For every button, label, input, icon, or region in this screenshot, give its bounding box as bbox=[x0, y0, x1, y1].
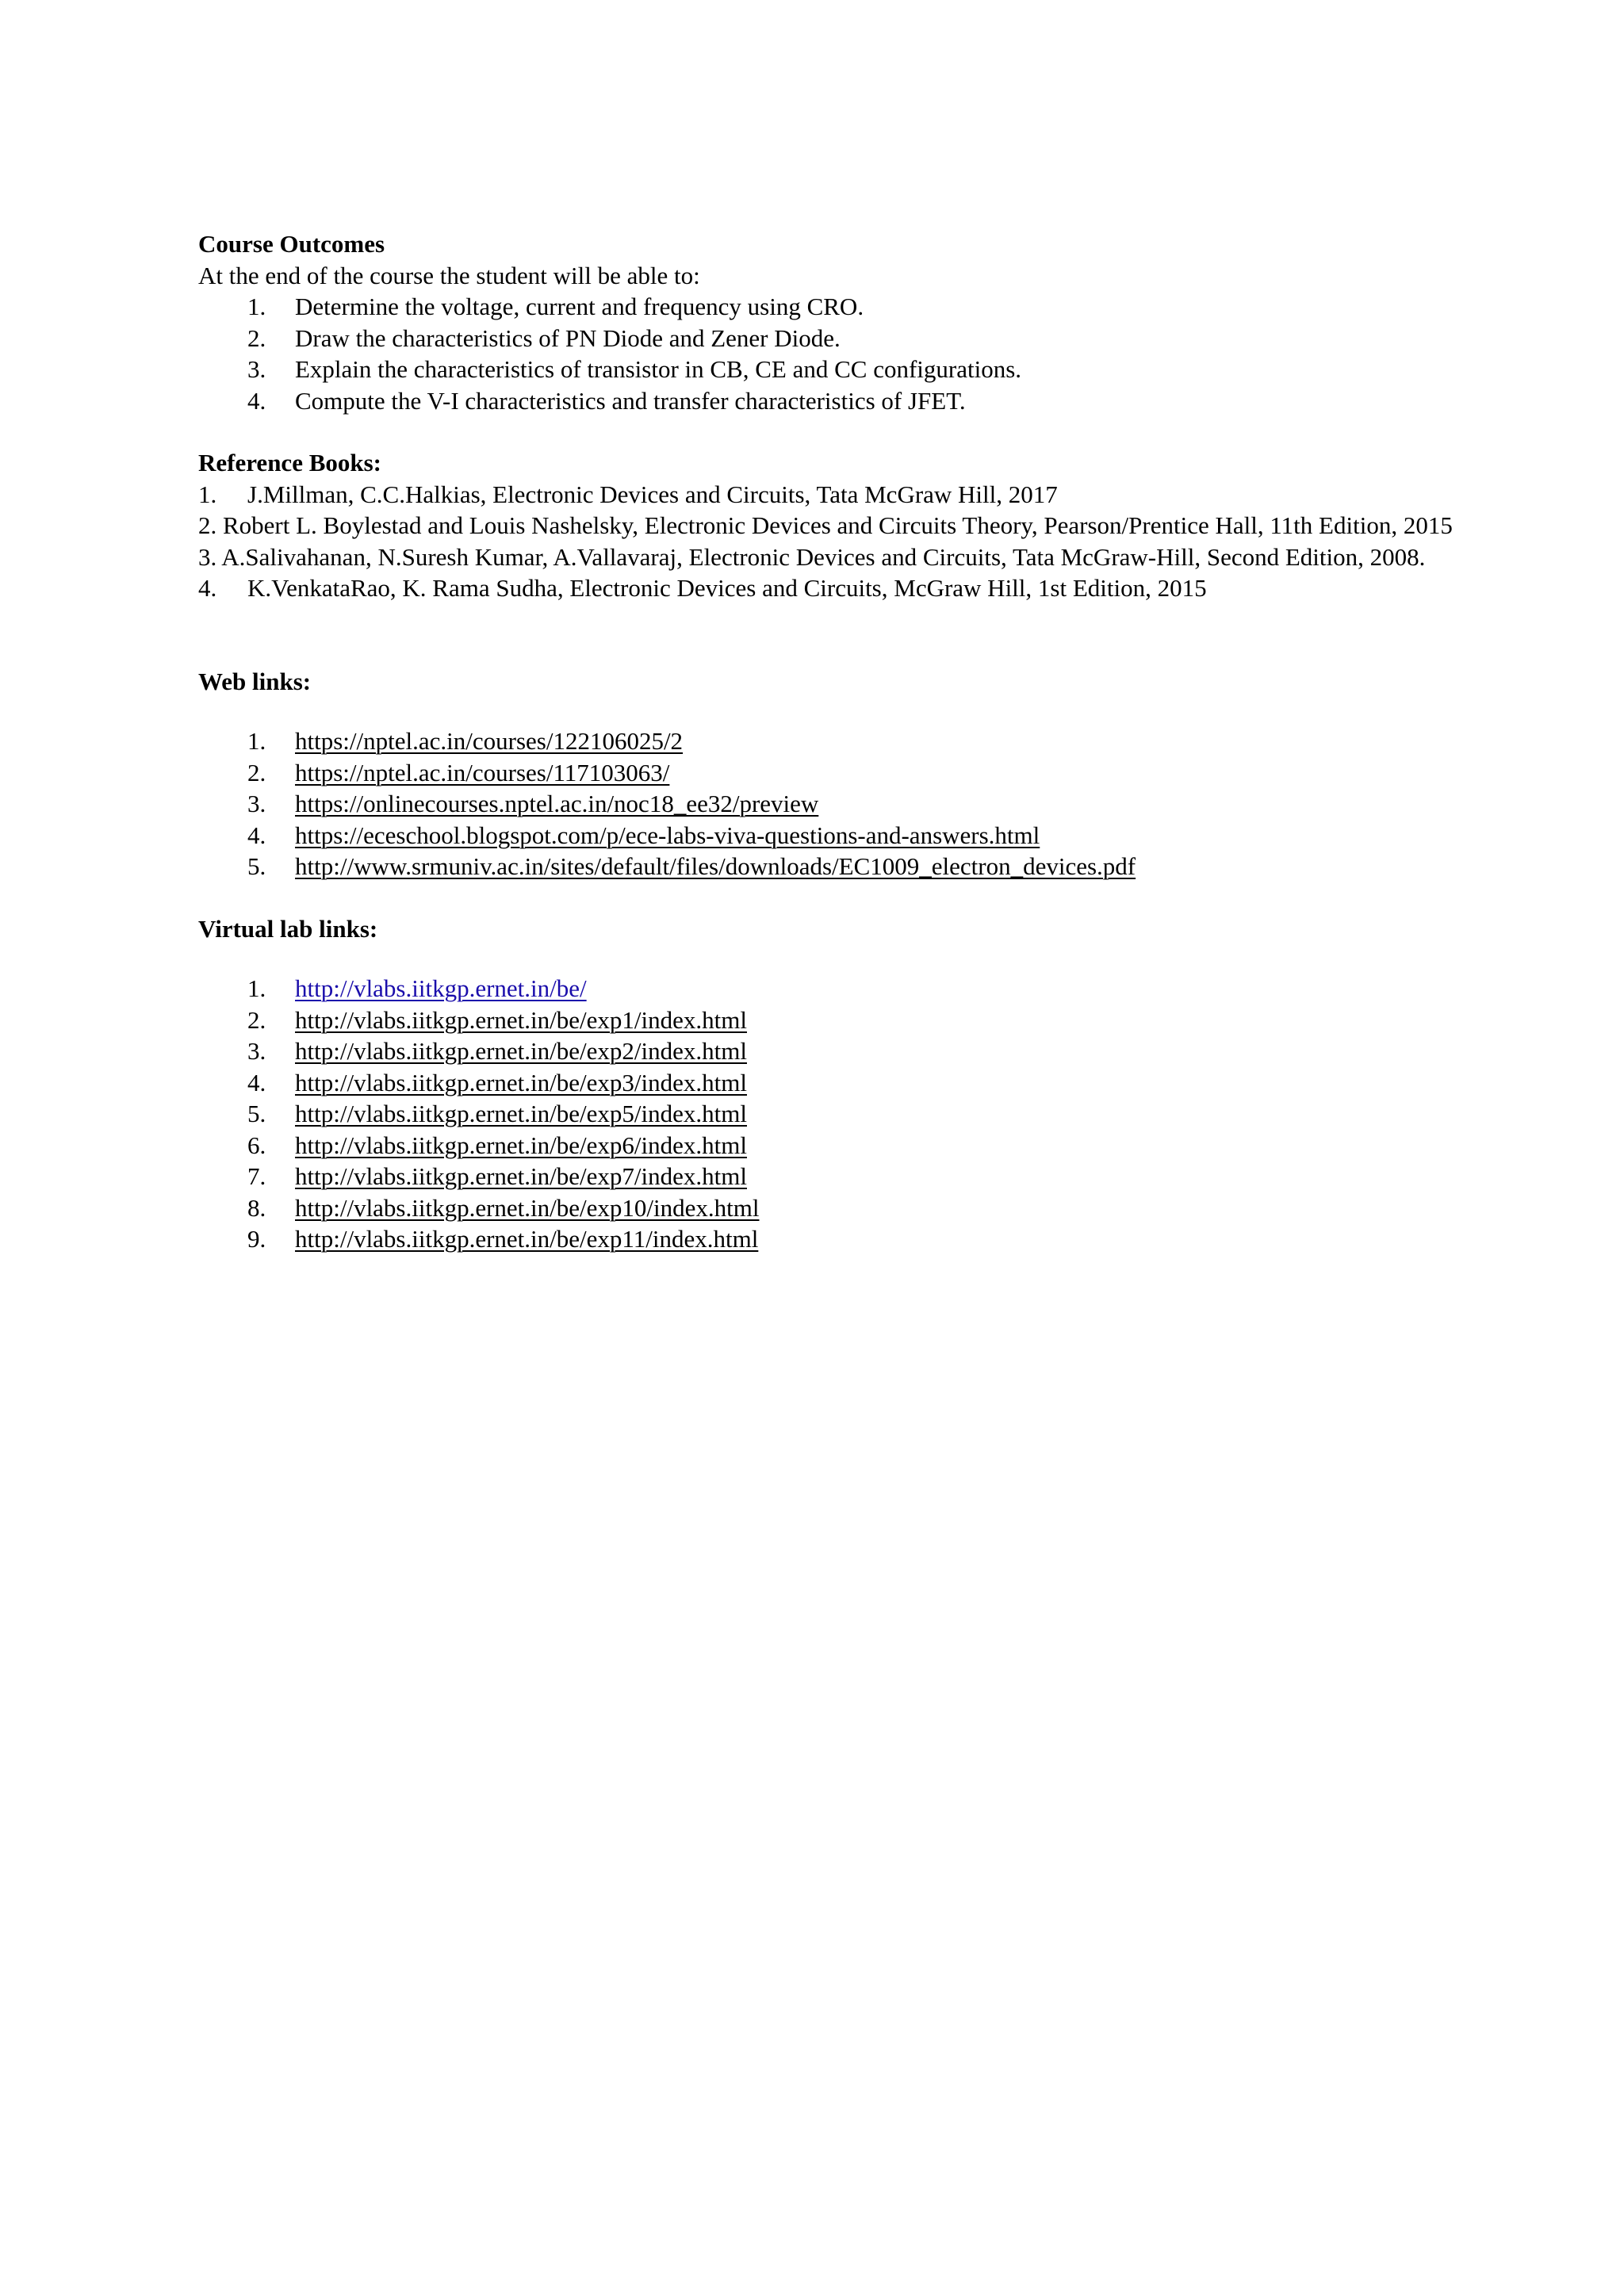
virtual-lab-link[interactable]: http://vlabs.iitkgp.ernet.in/be/exp3/index.html bbox=[295, 1068, 747, 1096]
web-link[interactable]: https://nptel.ac.in/courses/117103063/ bbox=[295, 758, 670, 786]
item-number: 5. bbox=[247, 1100, 266, 1127]
item-number: 7. bbox=[247, 1162, 266, 1190]
list-item bbox=[198, 757, 1467, 789]
list-item bbox=[198, 1004, 1467, 1036]
reference-books-section bbox=[198, 447, 1467, 604]
virtual-lab-links-list bbox=[198, 973, 1467, 1255]
list-item bbox=[198, 1161, 1467, 1192]
spacer bbox=[198, 604, 1467, 666]
list-item bbox=[198, 973, 1467, 1004]
reference-text: A.Salivahanan, N.Suresh Kumar, A.Vallavaraj, Electronic Devices and Circuits, Tata McGraw-Hill, Second Edition, 2008. bbox=[221, 542, 1426, 571]
item-number: 4. bbox=[247, 386, 266, 415]
item-text: Explain the characteristics of transistor in CB, CE and CC configurations. bbox=[295, 355, 1022, 383]
course-outcomes-list bbox=[198, 291, 1467, 416]
virtual-lab-link[interactable]: http://vlabs.iitkgp.ernet.in/be/exp1/index.html bbox=[295, 1005, 747, 1034]
document-page bbox=[198, 228, 1467, 1255]
list-item bbox=[198, 820, 1467, 851]
list-item bbox=[198, 354, 1467, 385]
virtual-lab-link[interactable]: http://vlabs.iitkgp.ernet.in/be/exp11/index.html bbox=[295, 1225, 759, 1253]
reference-text: Robert L. Boylestad and Louis Nashelsky, Electronic Devices and Circuits Theory, Pearson/Prentice Hall, 11th Edition, 2015 bbox=[223, 511, 1453, 539]
web-link[interactable]: https://eceschool.blogspot.com/p/ece-labs-viva-questions-and-answers.html bbox=[295, 821, 1040, 849]
item-number: 2. bbox=[247, 1005, 266, 1034]
reference-item bbox=[198, 510, 1467, 541]
list-item bbox=[198, 725, 1467, 757]
item-number: 8. bbox=[247, 1193, 266, 1222]
virtual-lab-links-heading: Virtual lab links: bbox=[198, 914, 378, 943]
item-number: 2. bbox=[198, 511, 217, 539]
spacer bbox=[198, 697, 1467, 725]
spacer bbox=[198, 882, 1467, 913]
web-links-heading: Web links: bbox=[198, 667, 312, 695]
virtual-lab-link[interactable]: http://vlabs.iitkgp.ernet.in/be/exp7/index.html bbox=[295, 1162, 747, 1190]
reference-item bbox=[198, 572, 1467, 604]
list-item bbox=[198, 851, 1467, 882]
list-item bbox=[198, 323, 1467, 354]
virtual-lab-link[interactable]: http://vlabs.iitkgp.ernet.in/be/exp2/index.html bbox=[295, 1037, 747, 1065]
web-links-section bbox=[198, 666, 1467, 882]
list-item bbox=[198, 1223, 1467, 1255]
virtual-lab-link[interactable]: http://vlabs.iitkgp.ernet.in/be/exp6/index.html bbox=[295, 1131, 747, 1159]
list-item bbox=[198, 1130, 1467, 1161]
list-item bbox=[198, 1098, 1467, 1130]
item-number: 5. bbox=[247, 852, 266, 880]
item-number: 1. bbox=[247, 293, 266, 320]
item-number: 3. bbox=[247, 1037, 266, 1065]
web-link[interactable]: https://nptel.ac.in/courses/122106025/2 bbox=[295, 727, 684, 755]
course-outcomes-section bbox=[198, 228, 1467, 416]
reference-text: K.VenkataRao, K. Rama Sudha, Electronic Devices and Circuits, McGraw Hill, 1st Edition, 2015 bbox=[247, 574, 1207, 602]
item-number: 1. bbox=[198, 480, 217, 508]
list-item bbox=[198, 1035, 1467, 1067]
list-item bbox=[198, 1192, 1467, 1224]
virtual-lab-link[interactable]: http://vlabs.iitkgp.ernet.in/be/exp10/index.html bbox=[295, 1193, 760, 1222]
web-link[interactable]: https://onlinecourses.nptel.ac.in/noc18_ee32/preview bbox=[295, 790, 819, 817]
reference-books-heading: Reference Books: bbox=[198, 449, 382, 476]
virtual-lab-links-section bbox=[198, 913, 1467, 1255]
list-item bbox=[198, 385, 1467, 417]
item-number: 9. bbox=[247, 1225, 266, 1253]
item-number: 4. bbox=[247, 821, 266, 849]
item-number: 6. bbox=[247, 1131, 266, 1159]
item-number: 3. bbox=[198, 542, 217, 571]
list-item bbox=[198, 788, 1467, 820]
item-number: 2. bbox=[247, 323, 266, 352]
course-outcomes-heading: Course Outcomes bbox=[198, 230, 385, 258]
item-number: 2. bbox=[247, 758, 266, 786]
item-number: 3. bbox=[247, 355, 266, 383]
web-links-list bbox=[198, 725, 1467, 882]
spacer bbox=[198, 944, 1467, 973]
item-number: 4. bbox=[247, 1068, 266, 1096]
item-number: 4. bbox=[198, 574, 217, 602]
reference-item bbox=[198, 541, 1467, 573]
item-number: 3. bbox=[247, 790, 266, 817]
item-text: Compute the V-I characteristics and transfer characteristics of JFET. bbox=[295, 386, 966, 415]
list-item bbox=[198, 291, 1467, 323]
reference-item bbox=[198, 479, 1467, 511]
item-text: Draw the characteristics of PN Diode and Zener Diode. bbox=[295, 323, 841, 352]
spacer bbox=[198, 416, 1467, 447]
course-outcomes-intro: At the end of the course the student will be able to: bbox=[198, 261, 700, 289]
list-item bbox=[198, 1067, 1467, 1099]
reference-text: J.Millman, C.C.Halkias, Electronic Devices and Circuits, Tata McGraw Hill, 2017 bbox=[247, 480, 1058, 508]
item-number: 1. bbox=[247, 727, 266, 755]
virtual-lab-link[interactable]: http://vlabs.iitkgp.ernet.in/be/exp5/index.html bbox=[295, 1100, 747, 1127]
web-link[interactable]: http://www.srmuniv.ac.in/sites/default/files/downloads/EC1009_electron_devices.pdf bbox=[295, 852, 1136, 880]
item-number: 1. bbox=[247, 974, 266, 1002]
item-text: Determine the voltage, current and frequency using CRO. bbox=[295, 293, 864, 320]
virtual-lab-link[interactable]: http://vlabs.iitkgp.ernet.in/be/ bbox=[295, 974, 587, 1002]
